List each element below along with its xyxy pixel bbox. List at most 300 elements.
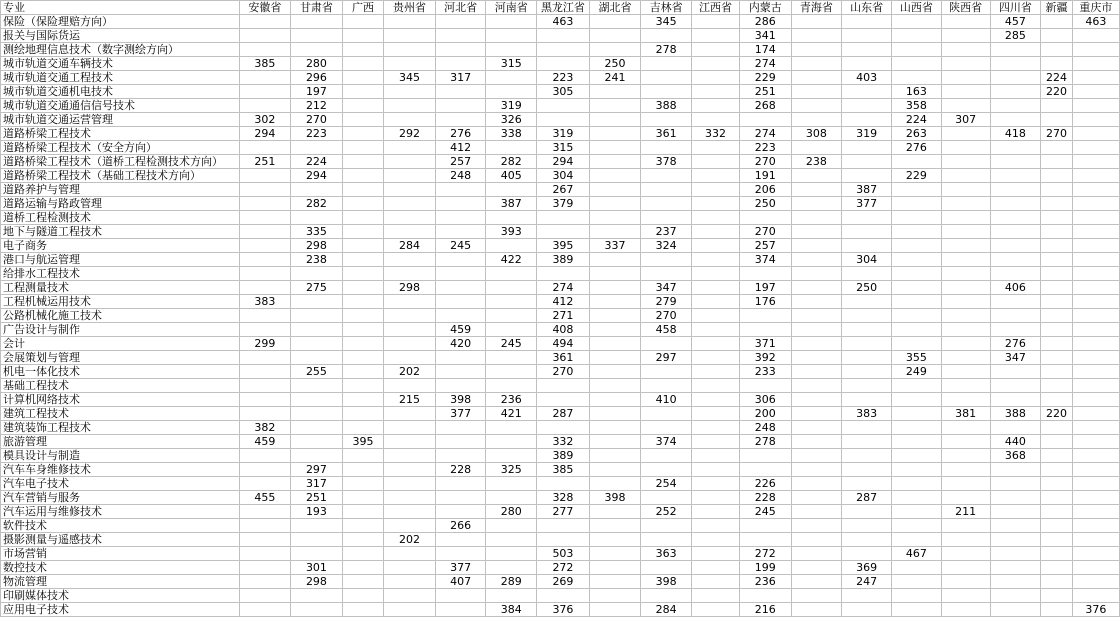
score-cell[interactable] bbox=[692, 379, 740, 393]
score-cell[interactable] bbox=[239, 561, 291, 575]
score-cell[interactable] bbox=[342, 589, 383, 603]
score-cell[interactable]: 236 bbox=[486, 393, 537, 407]
score-cell[interactable] bbox=[739, 267, 791, 281]
score-cell[interactable]: 463 bbox=[1072, 15, 1119, 29]
score-cell[interactable] bbox=[384, 253, 436, 267]
score-cell[interactable] bbox=[291, 337, 343, 351]
score-cell[interactable] bbox=[990, 155, 1041, 169]
score-cell[interactable] bbox=[342, 99, 383, 113]
score-cell[interactable]: 277 bbox=[537, 505, 590, 519]
score-cell[interactable] bbox=[641, 407, 692, 421]
score-cell[interactable]: 206 bbox=[739, 183, 791, 197]
score-cell[interactable] bbox=[739, 463, 791, 477]
score-cell[interactable] bbox=[435, 351, 486, 365]
score-cell[interactable]: 332 bbox=[692, 127, 740, 141]
score-cell[interactable] bbox=[842, 533, 892, 547]
score-cell[interactable] bbox=[641, 71, 692, 85]
column-header-province[interactable]: 江西省 bbox=[692, 1, 740, 15]
score-cell[interactable] bbox=[641, 421, 692, 435]
score-cell[interactable]: 252 bbox=[641, 505, 692, 519]
score-cell[interactable]: 455 bbox=[239, 491, 291, 505]
score-cell[interactable] bbox=[842, 113, 892, 127]
score-cell[interactable] bbox=[537, 393, 590, 407]
column-header-province[interactable]: 广西 bbox=[342, 1, 383, 15]
score-cell[interactable] bbox=[941, 211, 990, 225]
score-cell[interactable] bbox=[692, 295, 740, 309]
score-cell[interactable] bbox=[486, 323, 537, 337]
score-cell[interactable] bbox=[537, 477, 590, 491]
score-cell[interactable]: 376 bbox=[1072, 603, 1119, 617]
score-cell[interactable] bbox=[692, 561, 740, 575]
score-cell[interactable]: 371 bbox=[739, 337, 791, 351]
score-cell[interactable] bbox=[1041, 225, 1073, 239]
score-cell[interactable] bbox=[692, 169, 740, 183]
score-cell[interactable] bbox=[435, 547, 486, 561]
score-cell[interactable] bbox=[941, 169, 990, 183]
score-cell[interactable] bbox=[791, 323, 842, 337]
score-cell[interactable] bbox=[692, 225, 740, 239]
score-cell[interactable] bbox=[692, 267, 740, 281]
major-name-cell[interactable]: 公路机械化施工技术 bbox=[1, 309, 240, 323]
score-cell[interactable] bbox=[990, 295, 1041, 309]
score-cell[interactable] bbox=[941, 295, 990, 309]
score-cell[interactable] bbox=[589, 421, 641, 435]
major-name-cell[interactable]: 报关与国际货运 bbox=[1, 29, 240, 43]
column-header-province[interactable]: 安徽省 bbox=[239, 1, 291, 15]
score-cell[interactable] bbox=[842, 393, 892, 407]
score-cell[interactable] bbox=[486, 547, 537, 561]
score-cell[interactable] bbox=[384, 421, 436, 435]
score-cell[interactable]: 254 bbox=[641, 477, 692, 491]
score-cell[interactable] bbox=[791, 295, 842, 309]
score-cell[interactable] bbox=[342, 239, 383, 253]
score-cell[interactable] bbox=[1041, 43, 1073, 57]
score-cell[interactable]: 226 bbox=[739, 477, 791, 491]
score-cell[interactable] bbox=[692, 463, 740, 477]
score-cell[interactable] bbox=[791, 197, 842, 211]
major-name-cell[interactable]: 道路养护与管理 bbox=[1, 183, 240, 197]
score-cell[interactable] bbox=[384, 337, 436, 351]
score-cell[interactable] bbox=[384, 43, 436, 57]
score-cell[interactable] bbox=[537, 519, 590, 533]
score-cell[interactable] bbox=[842, 99, 892, 113]
score-cell[interactable]: 238 bbox=[291, 253, 343, 267]
score-cell[interactable] bbox=[291, 589, 343, 603]
score-cell[interactable]: 276 bbox=[435, 127, 486, 141]
score-cell[interactable] bbox=[739, 519, 791, 533]
score-cell[interactable] bbox=[990, 463, 1041, 477]
score-cell[interactable] bbox=[384, 407, 436, 421]
score-cell[interactable] bbox=[692, 71, 740, 85]
score-cell[interactable] bbox=[791, 547, 842, 561]
score-cell[interactable] bbox=[990, 603, 1041, 617]
score-cell[interactable]: 328 bbox=[537, 491, 590, 505]
score-cell[interactable] bbox=[990, 211, 1041, 225]
score-cell[interactable]: 275 bbox=[291, 281, 343, 295]
score-cell[interactable]: 245 bbox=[486, 337, 537, 351]
major-name-cell[interactable]: 道路运输与路政管理 bbox=[1, 197, 240, 211]
score-cell[interactable] bbox=[1072, 435, 1119, 449]
score-cell[interactable]: 287 bbox=[537, 407, 590, 421]
score-cell[interactable] bbox=[692, 197, 740, 211]
score-cell[interactable]: 216 bbox=[739, 603, 791, 617]
score-cell[interactable] bbox=[842, 603, 892, 617]
score-cell[interactable] bbox=[291, 603, 343, 617]
score-cell[interactable]: 421 bbox=[486, 407, 537, 421]
score-cell[interactable]: 249 bbox=[891, 365, 941, 379]
score-cell[interactable]: 296 bbox=[291, 71, 343, 85]
score-cell[interactable] bbox=[589, 225, 641, 239]
score-cell[interactable] bbox=[589, 407, 641, 421]
score-cell[interactable] bbox=[1072, 113, 1119, 127]
score-cell[interactable] bbox=[291, 15, 343, 29]
score-cell[interactable] bbox=[589, 85, 641, 99]
score-cell[interactable] bbox=[239, 15, 291, 29]
score-cell[interactable] bbox=[891, 477, 941, 491]
score-cell[interactable]: 269 bbox=[537, 575, 590, 589]
score-cell[interactable] bbox=[384, 379, 436, 393]
score-cell[interactable] bbox=[692, 575, 740, 589]
score-cell[interactable] bbox=[891, 281, 941, 295]
score-cell[interactable] bbox=[537, 211, 590, 225]
score-cell[interactable] bbox=[1041, 421, 1073, 435]
score-cell[interactable] bbox=[842, 351, 892, 365]
score-cell[interactable]: 211 bbox=[941, 505, 990, 519]
score-cell[interactable] bbox=[891, 589, 941, 603]
score-cell[interactable] bbox=[537, 57, 590, 71]
score-cell[interactable] bbox=[941, 547, 990, 561]
score-cell[interactable] bbox=[384, 435, 436, 449]
score-cell[interactable] bbox=[589, 15, 641, 29]
score-cell[interactable]: 294 bbox=[239, 127, 291, 141]
score-cell[interactable]: 388 bbox=[990, 407, 1041, 421]
column-header-province[interactable]: 内蒙古 bbox=[739, 1, 791, 15]
score-cell[interactable] bbox=[941, 155, 990, 169]
score-cell[interactable] bbox=[692, 155, 740, 169]
major-name-cell[interactable]: 城市轨道交通机电技术 bbox=[1, 85, 240, 99]
score-cell[interactable] bbox=[1072, 477, 1119, 491]
score-cell[interactable] bbox=[692, 491, 740, 505]
score-cell[interactable] bbox=[891, 267, 941, 281]
score-cell[interactable] bbox=[1041, 309, 1073, 323]
score-cell[interactable]: 245 bbox=[435, 239, 486, 253]
major-name-cell[interactable]: 建筑工程技术 bbox=[1, 407, 240, 421]
score-cell[interactable] bbox=[1072, 99, 1119, 113]
score-cell[interactable] bbox=[990, 99, 1041, 113]
score-cell[interactable] bbox=[239, 407, 291, 421]
score-cell[interactable] bbox=[239, 323, 291, 337]
score-cell[interactable] bbox=[1041, 169, 1073, 183]
score-cell[interactable] bbox=[384, 197, 436, 211]
score-cell[interactable] bbox=[486, 561, 537, 575]
score-cell[interactable]: 224 bbox=[1041, 71, 1073, 85]
score-cell[interactable] bbox=[641, 183, 692, 197]
major-name-cell[interactable]: 道路桥梁工程技术（道桥工程检测技术方向） bbox=[1, 155, 240, 169]
score-cell[interactable] bbox=[791, 57, 842, 71]
score-cell[interactable]: 408 bbox=[537, 323, 590, 337]
score-cell[interactable]: 223 bbox=[537, 71, 590, 85]
column-header-province[interactable]: 河北省 bbox=[435, 1, 486, 15]
score-cell[interactable] bbox=[641, 29, 692, 43]
score-cell[interactable]: 387 bbox=[842, 183, 892, 197]
score-cell[interactable] bbox=[1041, 365, 1073, 379]
score-cell[interactable]: 251 bbox=[291, 491, 343, 505]
score-cell[interactable]: 374 bbox=[739, 253, 791, 267]
score-cell[interactable] bbox=[342, 505, 383, 519]
score-cell[interactable] bbox=[941, 323, 990, 337]
score-cell[interactable]: 215 bbox=[384, 393, 436, 407]
score-cell[interactable] bbox=[342, 295, 383, 309]
score-cell[interactable] bbox=[842, 15, 892, 29]
score-cell[interactable] bbox=[1041, 603, 1073, 617]
score-cell[interactable] bbox=[692, 43, 740, 57]
score-cell[interactable] bbox=[486, 239, 537, 253]
major-name-cell[interactable]: 电子商务 bbox=[1, 239, 240, 253]
major-name-cell[interactable]: 港口与航运管理 bbox=[1, 253, 240, 267]
score-cell[interactable] bbox=[486, 519, 537, 533]
score-cell[interactable] bbox=[239, 575, 291, 589]
score-cell[interactable] bbox=[1072, 421, 1119, 435]
score-cell[interactable]: 398 bbox=[641, 575, 692, 589]
score-cell[interactable] bbox=[589, 29, 641, 43]
score-cell[interactable] bbox=[791, 71, 842, 85]
score-cell[interactable] bbox=[891, 575, 941, 589]
score-cell[interactable]: 229 bbox=[739, 71, 791, 85]
score-cell[interactable] bbox=[589, 449, 641, 463]
score-cell[interactable]: 294 bbox=[537, 155, 590, 169]
score-cell[interactable] bbox=[791, 379, 842, 393]
major-name-cell[interactable]: 给排水工程技术 bbox=[1, 267, 240, 281]
score-cell[interactable] bbox=[891, 603, 941, 617]
score-cell[interactable]: 395 bbox=[342, 435, 383, 449]
score-cell[interactable] bbox=[486, 281, 537, 295]
score-cell[interactable] bbox=[486, 295, 537, 309]
score-cell[interactable] bbox=[589, 43, 641, 57]
score-cell[interactable] bbox=[1041, 211, 1073, 225]
major-name-cell[interactable]: 城市轨道交通运营管理 bbox=[1, 113, 240, 127]
score-cell[interactable] bbox=[342, 351, 383, 365]
score-cell[interactable] bbox=[941, 477, 990, 491]
score-cell[interactable] bbox=[342, 323, 383, 337]
score-cell[interactable] bbox=[291, 533, 343, 547]
score-cell[interactable] bbox=[990, 477, 1041, 491]
score-cell[interactable]: 387 bbox=[486, 197, 537, 211]
score-cell[interactable]: 420 bbox=[435, 337, 486, 351]
score-cell[interactable] bbox=[589, 99, 641, 113]
score-cell[interactable] bbox=[842, 365, 892, 379]
score-cell[interactable] bbox=[842, 309, 892, 323]
score-cell[interactable] bbox=[239, 533, 291, 547]
score-cell[interactable] bbox=[791, 351, 842, 365]
score-cell[interactable] bbox=[486, 15, 537, 29]
major-name-cell[interactable]: 城市轨道交通工程技术 bbox=[1, 71, 240, 85]
score-cell[interactable] bbox=[941, 197, 990, 211]
score-cell[interactable] bbox=[1041, 267, 1073, 281]
score-cell[interactable] bbox=[1041, 589, 1073, 603]
score-cell[interactable] bbox=[941, 337, 990, 351]
score-cell[interactable] bbox=[239, 85, 291, 99]
score-cell[interactable] bbox=[384, 113, 436, 127]
score-cell[interactable] bbox=[291, 435, 343, 449]
score-cell[interactable]: 304 bbox=[842, 253, 892, 267]
score-cell[interactable] bbox=[791, 393, 842, 407]
major-name-cell[interactable]: 计算机网络技术 bbox=[1, 393, 240, 407]
score-cell[interactable] bbox=[739, 449, 791, 463]
score-cell[interactable] bbox=[941, 281, 990, 295]
score-cell[interactable] bbox=[589, 365, 641, 379]
major-name-cell[interactable]: 机电一体化技术 bbox=[1, 365, 240, 379]
score-cell[interactable] bbox=[384, 169, 436, 183]
score-cell[interactable] bbox=[1041, 141, 1073, 155]
score-cell[interactable] bbox=[1072, 253, 1119, 267]
score-cell[interactable] bbox=[342, 113, 383, 127]
score-cell[interactable]: 197 bbox=[739, 281, 791, 295]
score-cell[interactable]: 248 bbox=[739, 421, 791, 435]
column-header-province[interactable]: 新疆 bbox=[1041, 1, 1073, 15]
score-cell[interactable] bbox=[941, 421, 990, 435]
score-cell[interactable] bbox=[537, 225, 590, 239]
score-cell[interactable] bbox=[435, 603, 486, 617]
score-cell[interactable] bbox=[791, 267, 842, 281]
score-cell[interactable] bbox=[1041, 57, 1073, 71]
score-cell[interactable] bbox=[941, 365, 990, 379]
score-cell[interactable] bbox=[891, 15, 941, 29]
score-cell[interactable] bbox=[1072, 491, 1119, 505]
score-cell[interactable]: 398 bbox=[589, 491, 641, 505]
score-cell[interactable] bbox=[435, 197, 486, 211]
score-cell[interactable] bbox=[537, 43, 590, 57]
score-cell[interactable] bbox=[941, 57, 990, 71]
score-cell[interactable] bbox=[239, 71, 291, 85]
score-cell[interactable] bbox=[1041, 533, 1073, 547]
score-cell[interactable] bbox=[342, 547, 383, 561]
score-cell[interactable] bbox=[1072, 505, 1119, 519]
score-cell[interactable] bbox=[692, 351, 740, 365]
score-cell[interactable] bbox=[486, 85, 537, 99]
score-cell[interactable] bbox=[589, 211, 641, 225]
score-cell[interactable] bbox=[342, 155, 383, 169]
score-cell[interactable] bbox=[435, 99, 486, 113]
score-cell[interactable] bbox=[990, 197, 1041, 211]
score-cell[interactable] bbox=[589, 169, 641, 183]
score-cell[interactable]: 238 bbox=[791, 155, 842, 169]
score-cell[interactable]: 463 bbox=[537, 15, 590, 29]
score-cell[interactable] bbox=[486, 365, 537, 379]
score-cell[interactable] bbox=[342, 267, 383, 281]
score-cell[interactable] bbox=[342, 603, 383, 617]
score-cell[interactable] bbox=[791, 15, 842, 29]
score-cell[interactable] bbox=[1072, 197, 1119, 211]
score-cell[interactable] bbox=[291, 183, 343, 197]
score-cell[interactable] bbox=[384, 183, 436, 197]
score-cell[interactable] bbox=[537, 589, 590, 603]
score-cell[interactable] bbox=[842, 421, 892, 435]
score-cell[interactable] bbox=[589, 379, 641, 393]
score-cell[interactable] bbox=[239, 589, 291, 603]
score-cell[interactable] bbox=[384, 225, 436, 239]
score-cell[interactable]: 383 bbox=[239, 295, 291, 309]
score-cell[interactable] bbox=[891, 29, 941, 43]
score-cell[interactable] bbox=[239, 505, 291, 519]
score-cell[interactable] bbox=[589, 547, 641, 561]
score-cell[interactable]: 418 bbox=[990, 127, 1041, 141]
score-cell[interactable] bbox=[791, 407, 842, 421]
column-header-province[interactable]: 山西省 bbox=[891, 1, 941, 15]
score-cell[interactable] bbox=[1041, 99, 1073, 113]
major-name-cell[interactable]: 摄影测量与遥感技术 bbox=[1, 533, 240, 547]
score-cell[interactable] bbox=[435, 183, 486, 197]
score-cell[interactable] bbox=[342, 43, 383, 57]
score-cell[interactable]: 459 bbox=[435, 323, 486, 337]
score-cell[interactable]: 267 bbox=[537, 183, 590, 197]
score-cell[interactable] bbox=[1072, 533, 1119, 547]
score-cell[interactable] bbox=[1072, 519, 1119, 533]
score-cell[interactable] bbox=[384, 575, 436, 589]
score-cell[interactable] bbox=[990, 519, 1041, 533]
score-cell[interactable] bbox=[486, 29, 537, 43]
score-cell[interactable] bbox=[589, 393, 641, 407]
score-cell[interactable] bbox=[342, 71, 383, 85]
score-cell[interactable] bbox=[990, 183, 1041, 197]
score-cell[interactable] bbox=[291, 323, 343, 337]
score-cell[interactable]: 299 bbox=[239, 337, 291, 351]
score-cell[interactable] bbox=[941, 127, 990, 141]
score-cell[interactable] bbox=[641, 253, 692, 267]
score-cell[interactable] bbox=[1072, 309, 1119, 323]
major-name-cell[interactable]: 会计 bbox=[1, 337, 240, 351]
score-cell[interactable] bbox=[941, 15, 990, 29]
score-cell[interactable] bbox=[1041, 393, 1073, 407]
score-cell[interactable] bbox=[537, 99, 590, 113]
major-name-cell[interactable]: 工程测量技术 bbox=[1, 281, 240, 295]
score-cell[interactable]: 270 bbox=[291, 113, 343, 127]
score-cell[interactable] bbox=[891, 43, 941, 57]
score-cell[interactable] bbox=[641, 169, 692, 183]
score-cell[interactable] bbox=[1072, 71, 1119, 85]
score-cell[interactable] bbox=[692, 449, 740, 463]
score-cell[interactable] bbox=[692, 435, 740, 449]
score-cell[interactable] bbox=[842, 239, 892, 253]
score-cell[interactable] bbox=[990, 365, 1041, 379]
score-cell[interactable]: 368 bbox=[990, 449, 1041, 463]
score-cell[interactable] bbox=[791, 421, 842, 435]
score-cell[interactable] bbox=[990, 239, 1041, 253]
score-cell[interactable] bbox=[990, 57, 1041, 71]
score-cell[interactable]: 341 bbox=[739, 29, 791, 43]
score-cell[interactable] bbox=[486, 267, 537, 281]
score-cell[interactable]: 257 bbox=[739, 239, 791, 253]
score-cell[interactable] bbox=[1072, 561, 1119, 575]
score-cell[interactable]: 412 bbox=[435, 141, 486, 155]
score-cell[interactable] bbox=[692, 519, 740, 533]
score-cell[interactable] bbox=[342, 57, 383, 71]
score-cell[interactable] bbox=[739, 533, 791, 547]
score-cell[interactable] bbox=[692, 281, 740, 295]
major-name-cell[interactable]: 建筑装饰工程技术 bbox=[1, 421, 240, 435]
score-cell[interactable] bbox=[891, 225, 941, 239]
score-cell[interactable] bbox=[537, 379, 590, 393]
score-cell[interactable] bbox=[1041, 323, 1073, 337]
score-cell[interactable] bbox=[1072, 183, 1119, 197]
score-cell[interactable] bbox=[791, 561, 842, 575]
score-cell[interactable] bbox=[1072, 463, 1119, 477]
score-cell[interactable]: 305 bbox=[537, 85, 590, 99]
score-cell[interactable] bbox=[384, 29, 436, 43]
score-cell[interactable]: 248 bbox=[435, 169, 486, 183]
score-cell[interactable] bbox=[342, 519, 383, 533]
score-cell[interactable] bbox=[342, 169, 383, 183]
score-cell[interactable] bbox=[1072, 239, 1119, 253]
